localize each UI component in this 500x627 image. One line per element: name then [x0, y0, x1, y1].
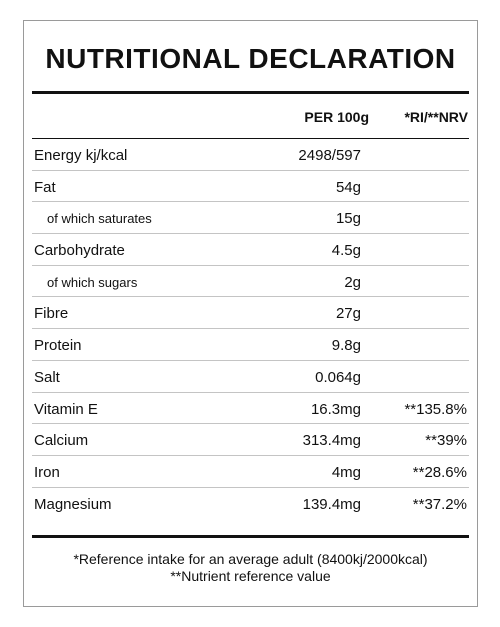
nutrient-row: [32, 424, 469, 456]
nutrient-row: [32, 266, 469, 298]
nutrient-ri-nrv: **28.6%: [412, 463, 467, 481]
footnotes: [24, 551, 477, 585]
nutrient-row: [32, 361, 469, 393]
nutrient-name: Magnesium: [34, 495, 112, 513]
nutrient-row: [32, 234, 469, 266]
nutrient-per-100g: 27g: [335, 305, 361, 323]
nutrient-ri-nrv: **135.8%: [404, 400, 467, 418]
nutrient-row: [32, 171, 469, 203]
nutrient-name: Salt: [34, 368, 60, 386]
footnote-ri: *Reference intake for an average adult (8400kj/2000kcal): [73, 551, 428, 567]
nutrient-row: [32, 139, 469, 171]
nutrient-name: Iron: [34, 463, 60, 481]
nutrient-row: [32, 393, 469, 425]
nutrient-name: Calcium: [34, 432, 89, 450]
nutrient-name: of which saturates: [47, 211, 152, 227]
nutrient-per-100g: 0.064g: [315, 368, 361, 386]
nutrient-per-100g: 4.5g: [331, 242, 361, 260]
footnote-nrv: **Nutrient reference value: [170, 568, 331, 584]
bottom-rule: [32, 535, 469, 538]
nutrient-per-100g: 16.3mg: [310, 400, 361, 418]
nutrient-row: [32, 202, 469, 234]
nutrient-per-100g: 2498/597: [298, 147, 361, 164]
column-header-ri-nrv: *RI/**NRV: [404, 109, 468, 125]
nutrient-row: [32, 488, 469, 520]
nutrition-label: [23, 20, 478, 607]
nutrient-ri-nrv: **39%: [425, 432, 467, 450]
nutrient-per-100g: 2g: [344, 273, 361, 291]
nutrient-name: Carbohydrate: [34, 242, 125, 260]
nutrient-ri-nrv: **37.2%: [412, 495, 467, 513]
nutrient-row: [32, 329, 469, 361]
nutrient-name: of which sugars: [47, 274, 138, 290]
nutrient-name: Fibre: [34, 305, 69, 323]
nutrient-row: [32, 297, 469, 329]
nutrient-name: Protein: [34, 337, 82, 355]
nutrient-per-100g: 313.4mg: [302, 432, 361, 450]
nutrient-per-100g: 4mg: [331, 463, 361, 481]
nutrient-row: [32, 456, 469, 488]
nutrient-table: [32, 139, 469, 519]
nutrient-name: Fat: [34, 178, 56, 196]
nutrient-name: Vitamin E: [34, 400, 98, 418]
nutrient-name: Energy kj/kcal: [34, 147, 128, 164]
top-rule: [32, 91, 469, 94]
nutrient-per-100g: 15g: [335, 210, 361, 228]
label-title: NUTRITIONAL DECLARATION: [45, 43, 456, 74]
nutrient-per-100g: 54g: [335, 178, 361, 196]
nutrient-per-100g: 9.8g: [331, 337, 361, 355]
column-header-per-100g: PER 100g: [304, 109, 369, 125]
nutrient-per-100g: 139.4mg: [302, 495, 361, 513]
